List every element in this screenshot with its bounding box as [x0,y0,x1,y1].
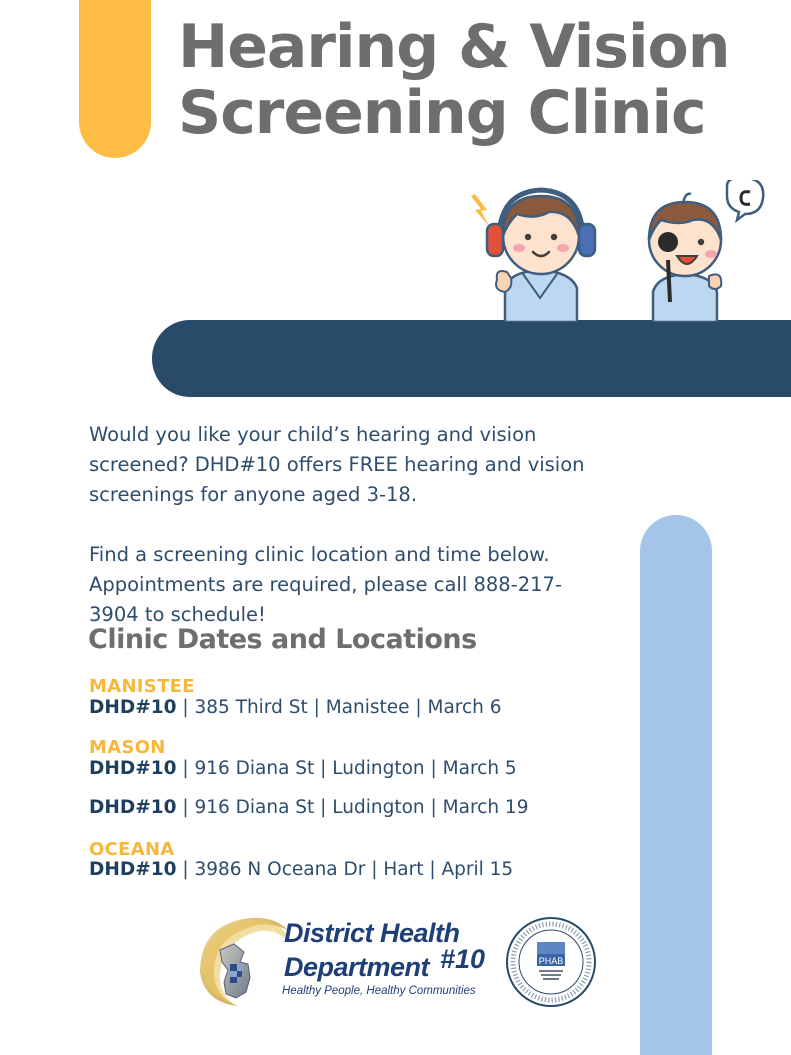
michigan-map-icon [220,944,250,998]
dhd-logo-tagline: Healthy People, Healthy Communities [282,985,476,997]
clinic-section-heading: Clinic Dates and Locations [88,624,477,655]
org-label: DHD#10 [89,859,177,880]
county-label-oceana: OCEANA [89,839,175,860]
clinic-details: | 3986 N Oceana Dr | Hart | April 15 [176,859,514,880]
title-line-2: Screening Clinic [178,78,706,148]
child-with-eye-occluder [649,180,763,322]
sound-bolt-icon [471,194,489,226]
intro-paragraph-2: Find a screening clinic location and time below. Appointments are required, please call 888-217-3904 to schedule! [89,543,562,626]
clinic-details: | 385 Third St | Manistee | March 6 [176,697,502,718]
clinic-entry [89,797,528,818]
clinic-details: | 916 Diana St | Ludington | March 5 [176,758,517,779]
org-label: DHD#10 [89,697,177,718]
clinic-entry [89,758,517,779]
title-line-1: Hearing & Vision [178,12,730,82]
children-illustration [465,180,765,322]
county-label-manistee: MANISTEE [89,676,195,697]
blue-accent-bar [640,515,712,1055]
navy-accent-band [152,320,791,397]
phab-accreditation-seal [505,916,597,1008]
speech-bubble-icon [727,180,763,220]
dhd-logo-name [284,916,460,984]
dhd-logo-line-1: District Health [284,918,460,948]
yellow-accent-bar [79,0,151,158]
dhd-logo-line-2: Department [284,952,430,982]
dhd-logo-number: #10 [440,944,486,974]
page-title [178,14,778,146]
org-label: DHD#10 [89,797,177,818]
phab-text: PHAB [538,956,564,966]
child-with-headphones [487,190,595,322]
org-label: DHD#10 [89,758,177,779]
intro-paragraph-1: Would you like your child’s hearing and vision screened? DHD#10 offers FREE hearing and vision screenings for anyone aged 3-18. [89,423,585,506]
clinic-entry [89,859,513,880]
clinic-details: | 916 Diana St | Ludington | March 19 [176,797,529,818]
clinic-entry [89,697,502,718]
county-label-mason: MASON [89,737,166,758]
